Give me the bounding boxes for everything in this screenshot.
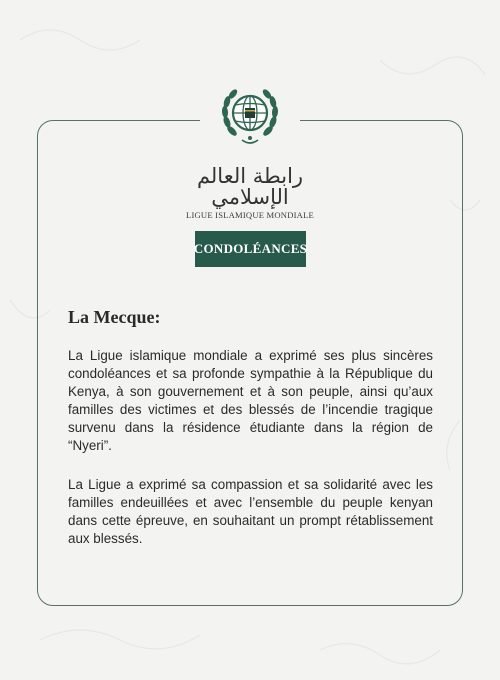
condolences-badge: CONDOLÉANCES bbox=[195, 231, 306, 267]
organization-name: LIGUE ISLAMIQUE MONDIALE bbox=[186, 210, 314, 220]
globe-laurel-emblem-icon bbox=[218, 82, 282, 168]
article-paragraph-2: La Ligue a exprimé sa compassion et sa solidarité avec les familles endeuillées et avec l’ensemble du peuple kenyan dans cette épreuve, en souhaitant un prompt rétablissement aux blessés. bbox=[68, 477, 433, 546]
article-paragraph-1: La Ligue islamique mondiale a exprimé ses plus sincères condoléances et sa profonde sympathie à la République du Kenya, à son gouvernement et à son peuple, ainsi qu’aux familles des victimes et des blessés de l’incendie tragique survenu dans la résidence étudiante dans la région de “Nyeri”. bbox=[68, 348, 433, 453]
dateline-location: La Mecque: bbox=[68, 307, 161, 327]
arabic-organization-name: رابطة العالم الإسلامي bbox=[196, 164, 304, 209]
